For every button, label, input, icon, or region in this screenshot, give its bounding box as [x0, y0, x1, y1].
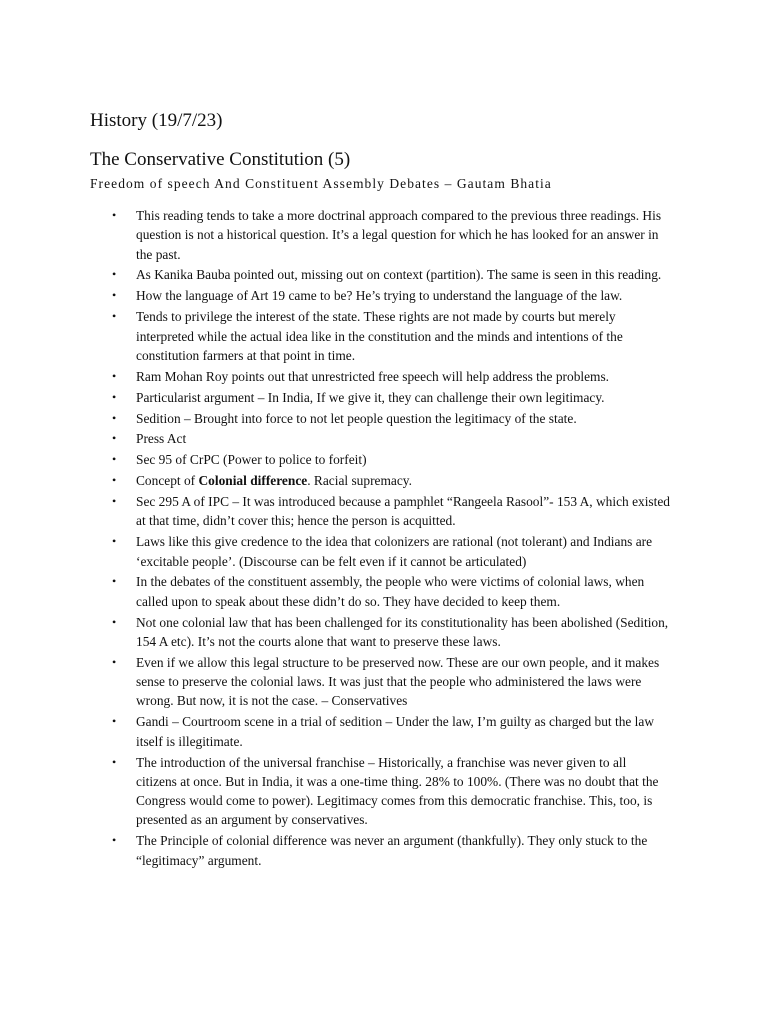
bullet-glyph: •	[112, 654, 117, 669]
note-text: Gandi – Courtroom scene in a trial of sedition – Under the law, I’m guilty as charged but the law itself is illegitimate.	[136, 714, 655, 749]
bullet-glyph: •	[112, 410, 117, 425]
bullet-glyph: •	[112, 574, 117, 589]
bullet-glyph: •	[112, 714, 117, 729]
note-text: How the language of Art 19 came to be? He’s trying to understand the language of the law.	[136, 288, 623, 304]
note-item	[110, 286, 670, 305]
bullet-glyph: •	[112, 614, 117, 629]
note-text: Laws like this give credence to the idea that colonizers are rational (not tolerant) and Indians are ‘excitable people’. (Discourse can be felt even if it cannot be articulated)	[136, 534, 653, 569]
bullet-glyph: •	[112, 431, 117, 446]
note-text: Sec 295 A of IPC – It was introduced because a pamphlet “Rangeela Rasool”- 153 A, which existed at that time, didn’t cover this; hence the person is acquitted.	[136, 494, 671, 529]
note-text-after: . Racial supremacy.	[307, 473, 412, 489]
note-text: This reading tends to take a more doctrinal approach compared to the previous three readings. His question is not a historical question. It’s a legal question for which he has looked for an answer in the past.	[136, 208, 662, 262]
note-item	[110, 388, 670, 407]
bullet-glyph: •	[112, 309, 117, 324]
note-text: Even if we allow this legal structure to be preserved now. These are our own people, and it makes sense to preserve the colonial laws. It was just that the people who administered the laws were wrong. But now, it is not the case. – Conservatives	[136, 654, 660, 709]
note-item	[110, 367, 670, 386]
document-title: History (19/7/23)	[90, 110, 223, 131]
note-text-before: Concept of	[136, 473, 199, 489]
note-item	[110, 265, 670, 284]
note-item	[110, 206, 670, 264]
note-item	[110, 831, 670, 870]
note-item	[110, 492, 670, 531]
reading-subheading: Freedom of speech And Constituent Assembly Debates – Gautam Bhatia	[90, 176, 552, 191]
note-item	[110, 307, 670, 365]
bullet-glyph: •	[112, 389, 117, 404]
note-item	[110, 572, 670, 611]
bullet-glyph: •	[112, 534, 117, 549]
note-text: The Principle of colonial difference was never an argument (thankfully). They only stuck to the “legitimacy” argument.	[136, 833, 648, 868]
bullet-glyph: •	[112, 452, 117, 467]
bullet-glyph: •	[112, 754, 117, 769]
bullet-glyph: •	[112, 208, 117, 222]
note-item	[110, 753, 670, 830]
note-text: Ram Mohan Roy points out that unrestricted free speech will help address the problems.	[136, 368, 610, 384]
note-text: Tends to privilege the interest of the state. These rights are not made by courts but merely interpreted while the actual idea like in the constitution and the minds and intentions of the constitution farmers at that point in time.	[136, 309, 623, 363]
note-text: Sedition – Brought into force to not let people question the legitimacy of the state.	[136, 410, 577, 426]
note-item	[110, 450, 670, 469]
note-text: The introduction of the universal franchise – Historically, a franchise was never given to all citizens at once. But in India, it was a one-time thing. 28% to 100%. (There was no doubt that the Congress would come to power). Legitimacy comes from this democratic franchise. This, too, is presented as an argument by conservatives.	[136, 754, 659, 828]
note-item	[110, 471, 670, 490]
note-item	[110, 613, 670, 652]
bullet-glyph: •	[112, 494, 117, 509]
note-text: Particularist argument – In India, If we give it, they can challenge their own legitimacy.	[136, 389, 605, 405]
section-heading: The Conservative Constitution (5)	[90, 149, 351, 170]
notes-list	[110, 206, 670, 871]
note-item	[110, 712, 670, 751]
bullet-glyph: •	[112, 473, 117, 488]
note-text: Not one colonial law that has been challenged for its constitutionality has been abolished (Sedition, 154 A etc). It’s not the courts alone that want to preserve these laws.	[136, 614, 669, 649]
bullet-glyph: •	[112, 267, 117, 282]
note-text: In the debates of the constituent assembly, the people who were victims of colonial laws, when called upon to speak about these didn’t do so. They have decided to keep them.	[136, 574, 645, 609]
note-item	[110, 532, 670, 571]
note-item	[110, 653, 670, 711]
colonial-difference-term: Colonial difference	[198, 473, 308, 489]
bullet-glyph: •	[112, 288, 117, 303]
note-item	[110, 409, 670, 428]
bullet-glyph: •	[112, 833, 117, 848]
bullet-glyph: •	[112, 368, 117, 383]
note-text: Press Act	[136, 431, 187, 447]
note-text: As Kanika Bauba pointed out, missing out on context (partition). The same is seen in this reading.	[136, 267, 662, 283]
note-item	[110, 429, 670, 448]
note-text: Sec 95 of CrPC (Power to police to forfeit)	[136, 452, 367, 468]
